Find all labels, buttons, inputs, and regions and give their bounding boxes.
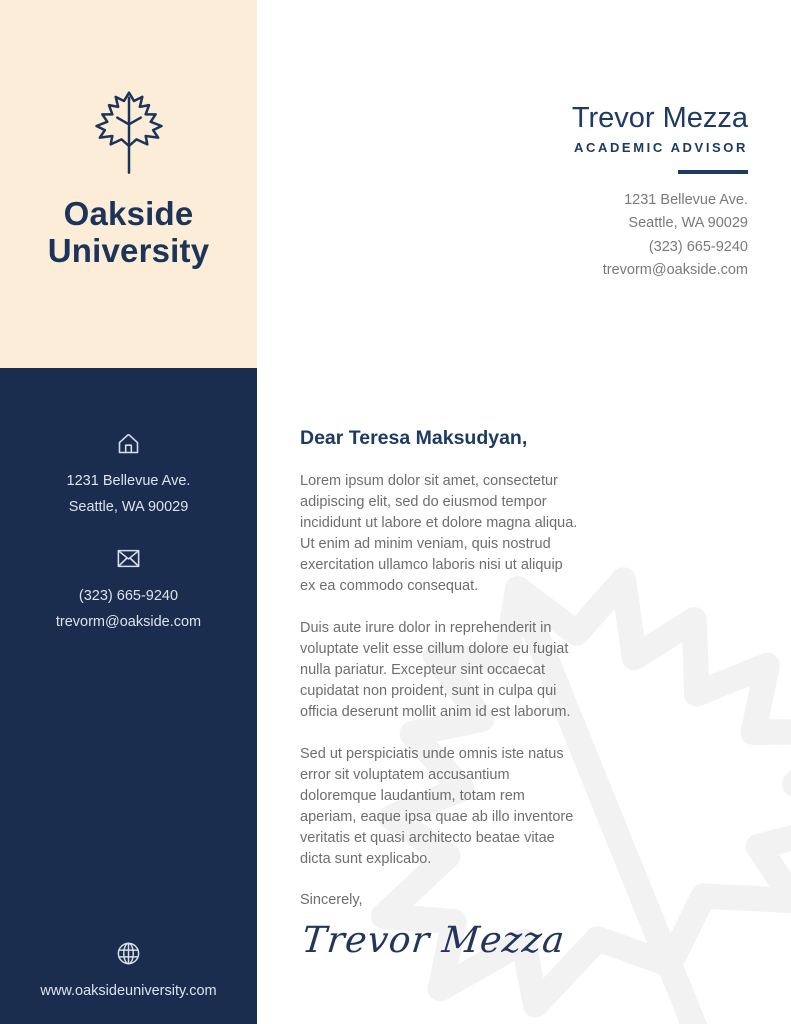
envelope-icon [115,545,142,572]
letter-paragraph-2: Duis aute irure dolor in reprehenderit in voluptate velit esse cillum dolore eu fugiat nulla pariatur. Excepteur sint occaecat cupidatat non proident, sunt in culpa qui officia deserunt mollit anim id est laborum. [300,620,571,720]
letter-paragraph-1: Lorem ipsum dolor sit amet, consectetur adipiscing elit, sed do eiusmod tempor incididunt ut labore et dolore magna aliqua. Ut enim ad minim veniam, quis nostrud exercitation ullamco laboris nisi ut aliquip ex ea commodo consequat. [300,473,578,594]
sidebar-website-group [0,940,257,1004]
signature: Trevor Mezza [300,920,568,961]
advisor-name: Trevor Mezza [571,102,748,134]
sidebar-contact-panel [0,368,257,1024]
sidebar-phone-email-group [0,545,257,635]
brand-panel [0,0,257,368]
sidebar-address-group [0,430,257,520]
letter-paragraph-3: Sed ut perspiciatis unde omnis iste natus error sit voluptatem accusantium doloremque laudantium, totam rem aperiam, eaque ipsa quae ab illo inventore veritatis et quasi architecto beatae vitae dicta sunt explicabo. [300,746,574,867]
advisor-title: ACADEMIC ADVISOR [573,140,748,155]
header-address-line2: Seattle, WA 90029 [628,215,748,231]
header-divider [678,170,748,174]
salutation: Dear Teresa Maksudyan, [300,427,528,449]
advisor-header [572,103,748,283]
letter-body [300,427,582,961]
header-email: trevorm@oakside.com [602,262,748,278]
header-phone: (323) 665-9240 [648,238,748,255]
header-address-line1: 1231 Bellevue Ave. [624,191,748,208]
globe-icon [115,940,142,967]
sidebar-address-line1: 1231 Bellevue Ave. [66,473,191,489]
sidebar-address-line2: Seattle, WA 90029 [68,499,189,515]
home-icon [115,430,142,457]
university-name-line2: University [47,232,210,269]
university-name [0,195,257,269]
sidebar-website: www.oaksideuniversity.com [40,983,217,999]
sidebar-email: trevorm@oakside.com [55,614,202,630]
header-contact-block [572,189,748,283]
closing: Sincerely, [300,892,363,908]
maple-leaf-logo-icon [80,86,178,186]
university-name-line1: Oakside [63,195,194,232]
sidebar [0,0,257,1024]
sidebar-phone: (323) 665-9240 [78,588,179,604]
